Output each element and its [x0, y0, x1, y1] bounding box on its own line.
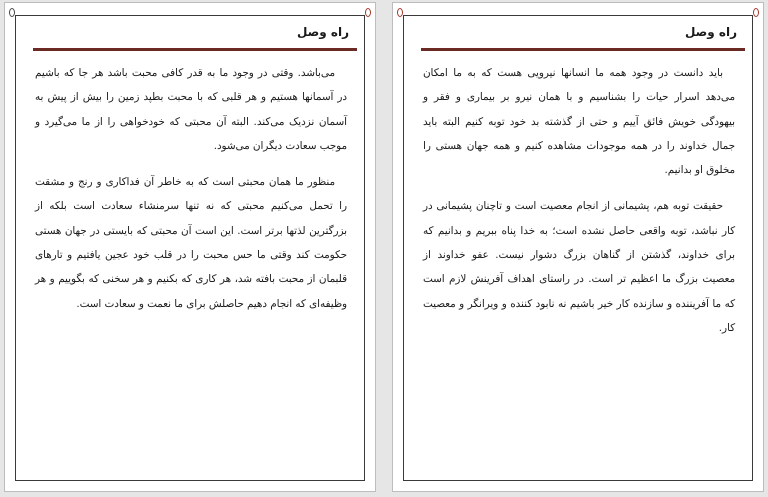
paragraph: باید دانست در وجود همه ما انسانها نیرویی هست که به ما امکان می‌دهد اسرار حیات را بشناسیم و با همان نیرو بر بیماری و فقر و بیهودگی خویش فائق آییم و حتی از گذشته بد خود توبه کنیم البته باید جمال خداوند را در همه موجودات مشاهده کنیم و همه جهان هستی را مخلوق او بدانیم. — [423, 67, 735, 177]
page-header-title: راه وصل — [296, 25, 349, 39]
corner-ornament-icon — [753, 8, 759, 17]
corner-ornament-icon — [365, 8, 371, 17]
paragraph: منظور ما همان محبتی است که به خاطر آن فداکاری و رنج و مشقت را تحمل می‌کنیم محبتی که نه تنها سرمنشاء سعادت است بلکه از بزرگترین لذتها برتر است. این است آن محبتی که بایستی در جهان هستی حکومت کند وقتی ما حس محبت را در قلب خود عجین یافتیم و تارهای قلبمان از محبت بافته شد، هر کاری که بکنیم و هر سخنی که بگوییم و هر وظیفه‌ای که انجام دهیم حاصلش برای ما نعمت و سعادت است. — [35, 176, 347, 310]
page-body — [423, 61, 735, 352]
page-left — [4, 2, 376, 492]
page-header-title: راه وصل — [684, 25, 737, 39]
paragraph: حقیقت توبه هم، پشیمانی از انجام معصیت است و تاچنان پشیمانی در کار نباشد، توبه واقعی حاصل نشده است؛ به خدا پناه ببریم و بدانیم که برای خداوند، گذشتن از گناهان بزرگ دشوار نیست. عفو خداوند از معصیت بزرگ ما اعظیم تر است. در راستای اهداف آفرینش لازم است که ما آفریننده و سازنده کار خیر باشیم نه نابود کننده و ویرانگر و معصیت کار. — [423, 200, 735, 334]
paragraph: می‌باشد. وقتی در وجود ما به قدر کافی محبت باشد هر جا که باشیم در آسمانها هستیم و هر قلبی که با محبت بطپد زمین را بیش از پیش به آسمان نزدیک می‌کند. البته آن محبتی که خودخواهی را از ما می‌گیرد و موجب سعادت دیگران می‌شود. — [35, 67, 347, 152]
header-rule — [421, 48, 745, 51]
page-right — [392, 2, 764, 492]
page-body — [35, 61, 347, 328]
header-rule — [33, 48, 357, 51]
